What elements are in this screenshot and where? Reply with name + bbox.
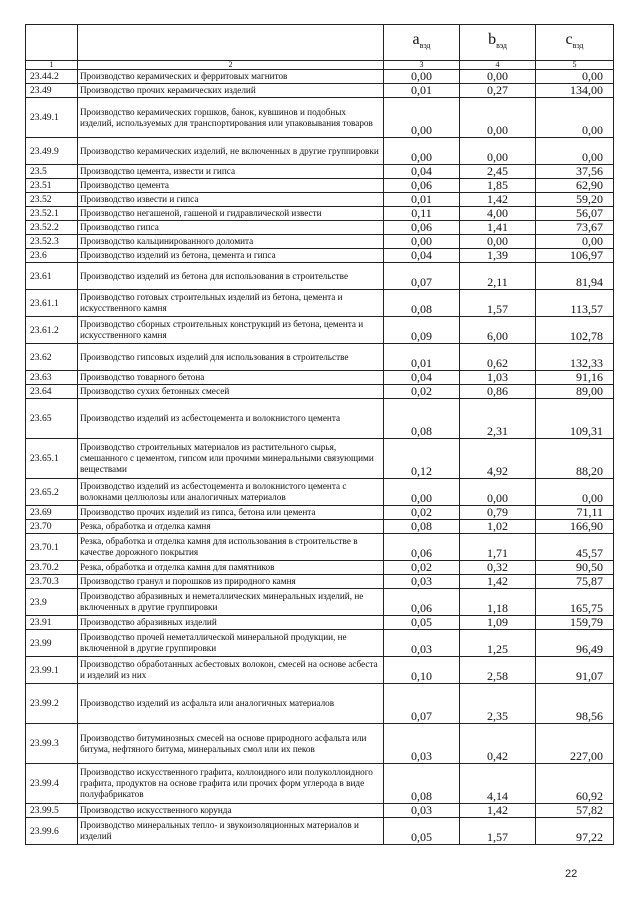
name-cell: Резка, обработка и отделка камня	[78, 520, 384, 534]
table-row	[26, 520, 614, 534]
code-cell: 23.6	[26, 249, 78, 263]
name-cell: Резка, обработка и отделка камня для использования в строительстве в качестве дорожного покрытия	[78, 534, 384, 561]
name-cell: Производство искусственного графита, коллоидного или полуколлоидного графита, продуктов на основе графита или прочих форм углерода в виде полуфабрикатов	[78, 764, 384, 804]
table-row	[26, 98, 614, 138]
name-cell: Производство гранул и порошков из природного камня	[78, 575, 384, 589]
code-cell: 23.69	[26, 506, 78, 520]
header-b: $b_{вэд}$	[460, 25, 536, 61]
b-value-cell: 2,31	[460, 399, 536, 439]
c-value-cell: 89,00	[536, 385, 614, 399]
c-value-cell: 45,57	[536, 534, 614, 561]
table-row	[26, 804, 614, 818]
name-cell: Производство изделий из асбестоцемента и волокнистого цемента с волокнами целлюлозы или аналогичных материалов	[78, 479, 384, 506]
name-cell: Производство обработанных асбестовых волокон, смесей на основе асбеста и изделий из них	[78, 657, 384, 684]
b-value-cell: 0,00	[460, 138, 536, 165]
a-value-cell: 0,06	[384, 221, 460, 235]
code-cell: 23.99.2	[26, 684, 78, 724]
table-row	[26, 165, 614, 179]
name-cell: Производство абразивных изделий	[78, 616, 384, 630]
name-cell: Производство керамических изделий, не включенных в другие группировки	[78, 138, 384, 165]
c-value-cell: 60,92	[536, 764, 614, 804]
b-value-cell: 1,03	[460, 371, 536, 385]
c-value-cell: 96,49	[536, 630, 614, 657]
page-number: 22	[565, 868, 578, 880]
table-row	[26, 534, 614, 561]
table-row	[26, 371, 614, 385]
a-value-cell: 0,12	[384, 439, 460, 479]
code-cell: 23.65	[26, 399, 78, 439]
a-value-cell: 0,03	[384, 724, 460, 764]
table-row	[26, 506, 614, 520]
table-row	[26, 317, 614, 344]
a-value-cell: 0,05	[384, 818, 460, 845]
code-cell: 23.49.1	[26, 98, 78, 138]
c-value-cell: 113,57	[536, 290, 614, 317]
table-row	[26, 561, 614, 575]
a-value-cell: 0,04	[384, 249, 460, 263]
b-value-cell: 1,09	[460, 616, 536, 630]
b-value-cell: 0,00	[460, 235, 536, 249]
name-cell: Производство изделий из асбестоцемента и волокнистого цемента	[78, 399, 384, 439]
table-row	[26, 193, 614, 207]
c-value-cell: 90,50	[536, 561, 614, 575]
c-value-cell: 81,94	[536, 263, 614, 290]
code-cell: 23.5	[26, 165, 78, 179]
a-value-cell: 0,08	[384, 290, 460, 317]
code-cell: 23.61.2	[26, 317, 78, 344]
c-value-cell: 227,00	[536, 724, 614, 764]
code-cell: 23.49.9	[26, 138, 78, 165]
name-cell: Производство цемента, извести и гипса	[78, 165, 384, 179]
name-cell: Производство гипсовых изделий для использования в строительстве	[78, 344, 384, 371]
c-value-cell: 0,00	[536, 70, 614, 84]
c-value-cell: 91,16	[536, 371, 614, 385]
c-value-cell: 57,82	[536, 804, 614, 818]
b-value-cell: 0,32	[460, 561, 536, 575]
a-value-cell: 0,08	[384, 399, 460, 439]
a-value-cell: 0,00	[384, 98, 460, 138]
name-cell: Производство изделий из бетона для использования в строительстве	[78, 263, 384, 290]
c-value-cell: 75,87	[536, 575, 614, 589]
b-value-cell: 1,71	[460, 534, 536, 561]
name-cell: Производство искусственного корунда	[78, 804, 384, 818]
table-row	[26, 818, 614, 845]
b-value-cell: 2,35	[460, 684, 536, 724]
a-value-cell: 0,00	[384, 70, 460, 84]
code-cell: 23.52.2	[26, 221, 78, 235]
table-row	[26, 138, 614, 165]
c-value-cell: 62,90	[536, 179, 614, 193]
table-body	[26, 70, 614, 845]
a-value-cell: 0,01	[384, 344, 460, 371]
code-cell: 23.99.4	[26, 764, 78, 804]
table-row	[26, 630, 614, 657]
a-value-cell: 0,00	[384, 138, 460, 165]
name-cell: Производство изделий из асфальта или аналогичных материалов	[78, 684, 384, 724]
b-value-cell: 1,41	[460, 221, 536, 235]
b-value-cell: 4,92	[460, 439, 536, 479]
code-cell: 23.52.3	[26, 235, 78, 249]
document-page	[25, 24, 613, 845]
code-cell: 23.52.1	[26, 207, 78, 221]
table-row	[26, 70, 614, 84]
name-cell: Производство сборных строительных конструкций из бетона, цемента и искусственного камня	[78, 317, 384, 344]
name-cell: Резка, обработка и отделка камня для памятников	[78, 561, 384, 575]
b-value-cell: 0,00	[460, 479, 536, 506]
table-row	[26, 657, 614, 684]
c-value-cell: 166,90	[536, 520, 614, 534]
name-cell: Производство извести и гипса	[78, 193, 384, 207]
code-cell: 23.70.1	[26, 534, 78, 561]
code-cell: 23.44.2	[26, 70, 78, 84]
column-index: 3	[384, 61, 460, 70]
b-value-cell: 2,11	[460, 263, 536, 290]
a-value-cell: 0,06	[384, 179, 460, 193]
header-code	[26, 25, 78, 61]
c-value-cell: 56,07	[536, 207, 614, 221]
code-cell: 23.70	[26, 520, 78, 534]
name-cell: Производство абразивных и неметаллических минеральных изделий, не включенных в другие группировки	[78, 589, 384, 616]
c-value-cell: 0,00	[536, 235, 614, 249]
a-value-cell: 0,02	[384, 561, 460, 575]
name-cell: Производство битуминозных смесей на основе природного асфальта или битума, нефтяного битума, минеральных смол или их пеков	[78, 724, 384, 764]
table-row	[26, 235, 614, 249]
table-row	[26, 479, 614, 506]
c-value-cell: 0,00	[536, 98, 614, 138]
a-value-cell: 0,03	[384, 804, 460, 818]
a-value-cell: 0,01	[384, 193, 460, 207]
name-cell: Производство строительных материалов из растительного сырья, смешанного с цементом, гипсом или прочими минеральными связующими веществами	[78, 439, 384, 479]
name-cell: Производство цемента	[78, 179, 384, 193]
code-cell: 23.70.3	[26, 575, 78, 589]
table-row	[26, 221, 614, 235]
c-value-cell: 37,56	[536, 165, 614, 179]
code-cell: 23.62	[26, 344, 78, 371]
a-value-cell: 0,00	[384, 235, 460, 249]
table-row	[26, 616, 614, 630]
b-value-cell: 2,58	[460, 657, 536, 684]
a-value-cell: 0,01	[384, 84, 460, 98]
code-cell: 23.99.5	[26, 804, 78, 818]
b-value-cell: 1,39	[460, 249, 536, 263]
name-cell: Производство керамических горшков, банок, кувшинов и подобных изделий, используемых для транспортирования или упаковывания товаров	[78, 98, 384, 138]
table-row	[26, 684, 614, 724]
name-cell: Производство гипса	[78, 221, 384, 235]
a-value-cell: 0,11	[384, 207, 460, 221]
c-value-cell: 88,20	[536, 439, 614, 479]
a-value-cell: 0,04	[384, 165, 460, 179]
header-a: $a_{вэд}$	[384, 25, 460, 61]
table-header-row	[26, 25, 614, 61]
table-row	[26, 263, 614, 290]
a-value-cell: 0,03	[384, 575, 460, 589]
c-value-cell: 73,67	[536, 221, 614, 235]
a-value-cell: 0,04	[384, 371, 460, 385]
table-row	[26, 179, 614, 193]
code-cell: 23.65.2	[26, 479, 78, 506]
b-value-cell: 1,57	[460, 290, 536, 317]
name-cell: Производство сухих бетонных смесей	[78, 385, 384, 399]
column-index: 5	[536, 61, 614, 70]
b-value-cell: 1,25	[460, 630, 536, 657]
column-index: 4	[460, 61, 536, 70]
c-value-cell: 132,33	[536, 344, 614, 371]
b-value-cell: 0,62	[460, 344, 536, 371]
code-cell: 23.99.6	[26, 818, 78, 845]
b-value-cell: 1,42	[460, 804, 536, 818]
column-index-row	[26, 61, 614, 70]
header-c: $c_{вэд}$	[536, 25, 614, 61]
b-value-cell: 4,00	[460, 207, 536, 221]
a-value-cell: 0,06	[384, 534, 460, 561]
name-cell: Производство кальцинированного доломита	[78, 235, 384, 249]
code-cell: 23.64	[26, 385, 78, 399]
a-value-cell: 0,07	[384, 684, 460, 724]
b-value-cell: 1,42	[460, 193, 536, 207]
b-value-cell: 1,57	[460, 818, 536, 845]
table-row	[26, 764, 614, 804]
b-value-cell: 0,27	[460, 84, 536, 98]
a-value-cell: 0,09	[384, 317, 460, 344]
table-row	[26, 439, 614, 479]
name-cell: Производство изделий из бетона, цемента и гипса	[78, 249, 384, 263]
c-value-cell: 91,07	[536, 657, 614, 684]
name-cell: Производство керамических и ферритовых магнитов	[78, 70, 384, 84]
code-cell: 23.61.1	[26, 290, 78, 317]
c-value-cell: 134,00	[536, 84, 614, 98]
code-cell: 23.9	[26, 589, 78, 616]
code-cell: 23.52	[26, 193, 78, 207]
code-cell: 23.91	[26, 616, 78, 630]
code-cell: 23.99.1	[26, 657, 78, 684]
coefficients-table	[25, 24, 614, 845]
code-cell: 23.70.2	[26, 561, 78, 575]
a-value-cell: 0,07	[384, 263, 460, 290]
b-value-cell: 1,42	[460, 575, 536, 589]
name-cell: Производство минеральных тепло- и звукоизоляционных материалов и изделий	[78, 818, 384, 845]
a-value-cell: 0,00	[384, 479, 460, 506]
table-row	[26, 249, 614, 263]
code-cell: 23.99	[26, 630, 78, 657]
c-value-cell: 106,97	[536, 249, 614, 263]
code-cell: 23.49	[26, 84, 78, 98]
table-row	[26, 724, 614, 764]
b-value-cell: 4,14	[460, 764, 536, 804]
b-value-cell: 0,86	[460, 385, 536, 399]
a-value-cell: 0,03	[384, 630, 460, 657]
c-value-cell: 59,20	[536, 193, 614, 207]
a-value-cell: 0,08	[384, 520, 460, 534]
b-value-cell: 0,79	[460, 506, 536, 520]
b-value-cell: 1,02	[460, 520, 536, 534]
a-value-cell: 0,10	[384, 657, 460, 684]
table-row	[26, 385, 614, 399]
table-row	[26, 399, 614, 439]
b-value-cell: 0,42	[460, 724, 536, 764]
table-row	[26, 290, 614, 317]
header-name	[78, 25, 384, 61]
name-cell: Производство прочих изделий из гипса, бетона или цемента	[78, 506, 384, 520]
table-row	[26, 344, 614, 371]
name-cell: Производство готовых строительных изделий из бетона, цемента и искусственного камня	[78, 290, 384, 317]
c-value-cell: 165,75	[536, 589, 614, 616]
code-cell: 23.61	[26, 263, 78, 290]
b-value-cell: 0,00	[460, 70, 536, 84]
b-value-cell: 1,18	[460, 589, 536, 616]
code-cell: 23.99.3	[26, 724, 78, 764]
a-value-cell: 0,02	[384, 506, 460, 520]
column-index: 2	[78, 61, 384, 70]
c-value-cell: 0,00	[536, 138, 614, 165]
table-row	[26, 575, 614, 589]
c-value-cell: 98,56	[536, 684, 614, 724]
b-value-cell: 0,00	[460, 98, 536, 138]
name-cell: Производство прочей неметаллической минеральной продукции, не включенной в другие группировки	[78, 630, 384, 657]
c-value-cell: 159,79	[536, 616, 614, 630]
name-cell: Производство товарного бетона	[78, 371, 384, 385]
name-cell: Производство негашеной, гашеной и гидравлической извести	[78, 207, 384, 221]
a-value-cell: 0,08	[384, 764, 460, 804]
c-value-cell: 97,22	[536, 818, 614, 845]
code-cell: 23.65.1	[26, 439, 78, 479]
b-value-cell: 1,85	[460, 179, 536, 193]
name-cell: Производство прочих керамических изделий	[78, 84, 384, 98]
c-value-cell: 0,00	[536, 479, 614, 506]
code-cell: 23.63	[26, 371, 78, 385]
column-index: 1	[26, 61, 78, 70]
b-value-cell: 6,00	[460, 317, 536, 344]
a-value-cell: 0,02	[384, 385, 460, 399]
table-row	[26, 84, 614, 98]
c-value-cell: 102,78	[536, 317, 614, 344]
a-value-cell: 0,06	[384, 589, 460, 616]
table-row	[26, 589, 614, 616]
a-value-cell: 0,05	[384, 616, 460, 630]
b-value-cell: 2,45	[460, 165, 536, 179]
table-row	[26, 207, 614, 221]
c-value-cell: 109,31	[536, 399, 614, 439]
code-cell: 23.51	[26, 179, 78, 193]
c-value-cell: 71,11	[536, 506, 614, 520]
